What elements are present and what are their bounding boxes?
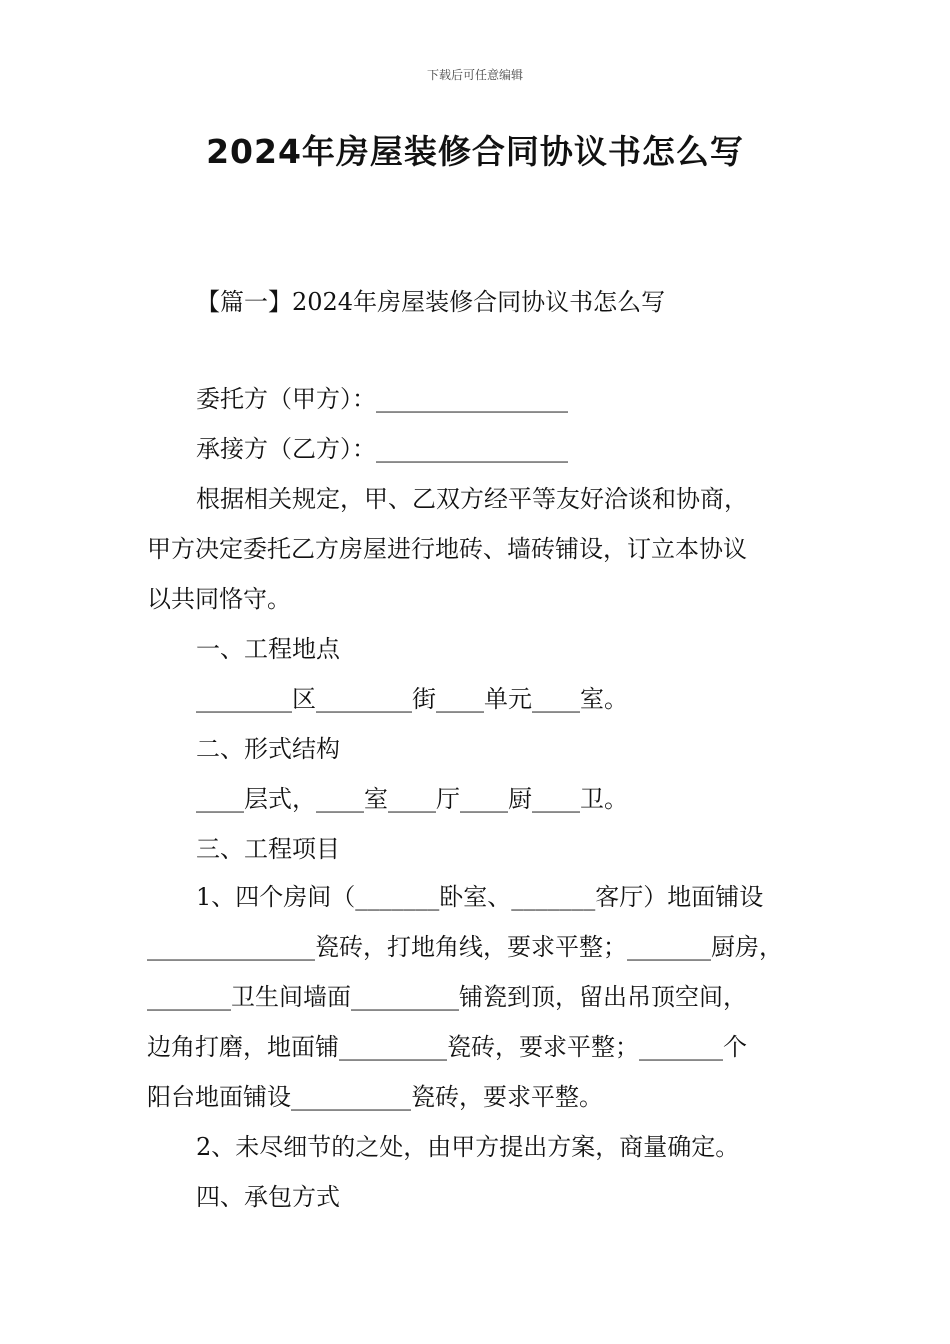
section-title: 【篇一】2024年房屋装修合同协议书怎么写 bbox=[196, 288, 666, 316]
party-a-line: 委托方（甲方）：________________ bbox=[196, 385, 568, 413]
clause-body-line: _______卫生间墙面_________铺瓷到顶，留出吊顶空间， bbox=[147, 983, 747, 1011]
clause-body-line: 阳台地面铺设__________瓷砖，要求平整。 bbox=[147, 1083, 603, 1111]
clause-body-line: ______________瓷砖，打地角线，要求平整；_______厨房， bbox=[147, 933, 783, 961]
clause-heading: 一、工程地点 bbox=[196, 635, 340, 663]
body-paragraph-line: 甲方决定委托乙方房屋进行地砖、墙砖铺设，订立本协议 bbox=[147, 535, 747, 563]
clause-body-line: 2、未尽细节的之处，由甲方提出方案，商量确定。 bbox=[196, 1133, 740, 1161]
clause-heading: 四、承包方式 bbox=[196, 1183, 340, 1211]
body-paragraph-line: 以共同恪守。 bbox=[147, 585, 291, 613]
clause-body-line: 边角打磨，地面铺_________瓷砖，要求平整；_______个 bbox=[147, 1033, 747, 1061]
body-paragraph-line: 根据相关规定，甲、乙双方经平等友好洽谈和协商， bbox=[196, 485, 748, 513]
clause-heading: 三、工程项目 bbox=[196, 835, 340, 863]
clause-body-line: ________区________街____单元____室。 bbox=[196, 685, 628, 713]
clause-body-line: ____层式，____室____厅____厨____卫。 bbox=[196, 785, 628, 813]
party-b-line: 承接方（乙方）：________________ bbox=[196, 435, 568, 463]
clause-heading: 二、形式结构 bbox=[196, 735, 340, 763]
document-title: 2024年房屋装修合同协议书怎么写 bbox=[206, 132, 744, 171]
header-note: 下载后可任意编辑 bbox=[426, 68, 523, 82]
clause-body-line: 1、四个房间（_______卧室、_______客厅）地面铺设 bbox=[196, 883, 764, 911]
